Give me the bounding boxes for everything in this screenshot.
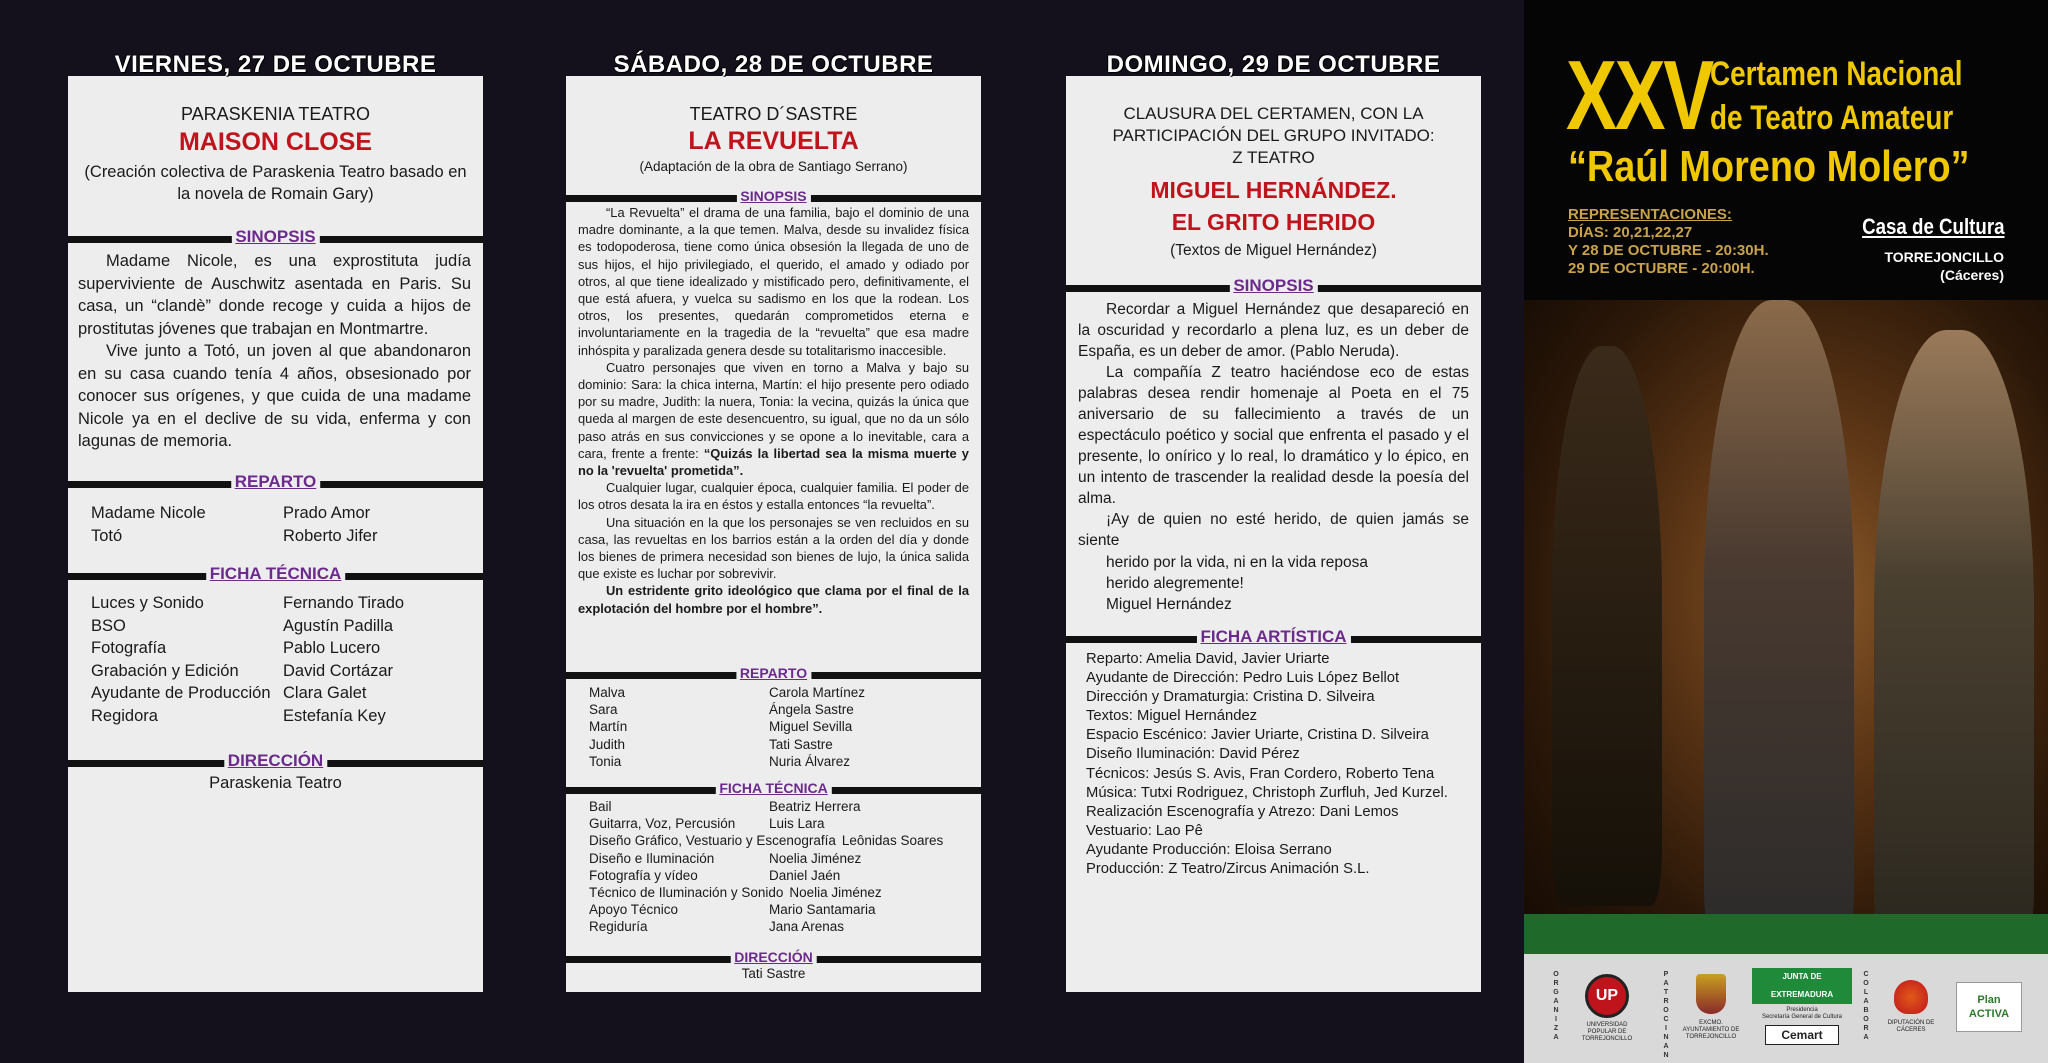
ficha-artistica-list [1086, 650, 1448, 879]
section-sinopsis: SINOPSIS [566, 189, 981, 205]
company-name: Z TEATRO [1232, 148, 1315, 167]
person-name: Mario Santamaria [769, 902, 876, 918]
person-name: Leônidas Soares [841, 833, 944, 849]
venue-name: Casa de Cultura [1861, 214, 2004, 239]
person-name: Noelia Jiménez [769, 850, 862, 866]
person-name: Miguel Sevilla [769, 719, 853, 735]
play-subtitle: (Textos de Miguel Hernández) [1170, 242, 1377, 259]
person-name: Beatriz Herrera [769, 799, 861, 814]
reparto-list [91, 502, 483, 547]
intro-line: PARTICIPACIÓN DEL GRUPO INVITADO: [1112, 126, 1435, 145]
ficha-line: Realización Escenografía y Atrezo: Dani Lemos [1086, 803, 1399, 820]
sinopsis-text: “La Revuelta” el drama de una familia, bajo el dominio de una madre dominante, a la que temen. Malva, desde su invalidez física es todopoderosa, tiene como única obsesión la llegada de uno de sus hijos, el hijo privilegiado, el querido, el amado y odiado por otros, al que tiene idealizado y mistificado pero, definitivamente, el que está afuera, y vuelca su sadismo en los que la rodean. Los otros, los presentes, quedarán comprometidos eterna e involuntariamente en la tragedia de la “revuelta” que esa madre inhóspita y paralizada genera desde su totalitarismo inaccesible. Cuatro personajes que viven en torno a Malva y bajo su dominio: Sara: la chica interna, Martín: el hijo presente pero odiado por su madre, Judith: la nuera, Tonia: la vecina, quizás la única que queda al margen de este desencuentro, su igual, que no da un sólo paso atrás en sus convicciones y se opone a lo inevitable, cara a cara, frente a frente: “Quizás la libertad sea la misma muerte y no la 'revuelta' prometida”. Cualquier lugar, cualquier época, cualquier familia. El poder de los otros desata la ira en éstos y estalla entonces “la revuelta”. Una situación en la que los personajes se ven recluidos en su casa, las revueltas en los barrios están a la orden del día y donde los bienes de primera necesidad son bienes de lujo, la única salida que existe es luchar por sobrevivir. Un estridente grito ideológico que clama por el final de la explotación del hombre por el hombre”. [578, 205, 969, 616]
section-direccion: DIRECCIÓN [566, 950, 981, 966]
role-label: Técnico de Iluminación y Sonido [589, 885, 784, 901]
organiza-label: O R G A N I Z A [1553, 971, 1559, 1041]
colabora-label: C O L A B O R A [1863, 971, 1869, 1041]
ficha-tecnica-list [91, 592, 483, 727]
ficha-row [589, 884, 943, 901]
role-label: Diseño Gráfico, Vestuario y Escenografía [589, 833, 836, 849]
section-ficha-tecnica: FICHA TÉCNICA [566, 781, 981, 797]
role-label: Madame Nicole [91, 504, 206, 522]
panel-domingo [1066, 51, 1481, 992]
role-label: Ayudante de Producción [91, 684, 271, 702]
role-label: Luces y Sonido [91, 594, 204, 612]
stage-photo [1524, 300, 2048, 954]
role-label: Martín [589, 719, 628, 735]
direccion-name: Paraskenia Teatro [209, 774, 342, 792]
role-label: Fotografía [91, 639, 167, 657]
ficha-line: Reparto: Amelia David, Javier Uriarte [1086, 651, 1330, 667]
section-ficha-artistica: FICHA ARTÍSTICA [1066, 630, 1481, 646]
role-label: Regidora [91, 706, 158, 725]
direccion-name: Tati Sastre [741, 966, 806, 981]
schedule: REPRESENTACIONES: DÍAS: 20,21,22,27 Y 28 DE OCTUBRE - 20:30H. 29 DE OCTUBRE - 20:00H. [1568, 206, 1769, 277]
ficha-row [589, 901, 943, 918]
panel-viernes [68, 51, 483, 992]
person-name: Agustín Padilla [283, 616, 394, 635]
person-name: Ángela Sastre [769, 702, 854, 718]
ficha-line: Dirección y Dramaturgia: Cristina D. Silveira [1086, 689, 1375, 706]
diputacion-logo: DIPUTACIÓN DE CÁCERES [1876, 980, 1946, 1034]
role-label: Diseño e Iluminación [589, 850, 715, 866]
sinopsis-text: Madame Nicole, es una exprostituta judía superviviente de Auschwitz asentada en Paris. Su casa, un “clandè” donde recoge y cuida a hijos de prostitutas jóvenes que trabajan en Montmartre. Vive junto a Totó, un joven al que abandonaron en su casa cuando tenía 4 años, obsesionado por conocer sus orígenes, y que cuida de una madame Nicole ya en el declive de su vida, enferma y con lagunas de memoria. [78, 252, 471, 450]
play-title: LA REVUELTA [688, 127, 859, 155]
company-name: PARASKENIA TEATRO [180, 104, 371, 124]
cover-panel [1524, 0, 2048, 1063]
role-label: Apoyo Técnico [589, 902, 679, 918]
role-label: BSO [91, 616, 126, 635]
ficha-row [589, 918, 943, 935]
patrocinan-label: P A T R O C I N A N [1663, 971, 1669, 1059]
person-name: Nuria Álvarez [769, 753, 851, 769]
section-direccion: DIRECCIÓN [68, 754, 483, 770]
section-ficha-tecnica: FICHA TÉCNICA [68, 567, 483, 583]
person-name: Pablo Lucero [283, 639, 381, 657]
reparto-list [589, 684, 969, 770]
universidad-popular-logo: UP UNIVERSIDAD POPULAR DE TORREJONCILLO [1572, 974, 1642, 1043]
section-reparto: REPARTO [566, 666, 981, 682]
ficha-row [589, 815, 943, 832]
ficha-row [589, 832, 943, 849]
person-name: Carola Martínez [769, 685, 866, 700]
ficha-row [589, 798, 943, 815]
person-name: Tati Sastre [769, 736, 833, 752]
panel-sabado [566, 51, 981, 992]
edition-numeral: XXV [1566, 40, 1712, 150]
festival-title: Certamen Nacional de Teatro Amateur [1710, 55, 1963, 137]
play-subtitle: (Adaptación de la obra de Santiago Serrano) [639, 159, 908, 174]
role-label: Regiduría [589, 919, 648, 935]
person-name: Fernando Tirado [283, 594, 405, 612]
role-label: Tonia [589, 753, 622, 769]
role-label: Guitarra, Voz, Percusión [589, 816, 736, 832]
role-label: Grabación y Edición [91, 661, 239, 680]
role-label: Sara [589, 702, 618, 718]
venue-town: TORREJONCILLO (Cáceres) [1884, 249, 2004, 283]
person-name: Estefanía Key [283, 706, 386, 725]
ficha-line: Textos: Miguel Hernández [1086, 708, 1258, 725]
role-label: Totó [91, 526, 123, 545]
section-reparto: REPARTO [68, 475, 483, 491]
sponsors-footer [1524, 954, 2048, 1063]
play-subtitle: (Creación colectiva de Paraskenia Teatro basado en [84, 163, 467, 181]
ficha-line: Técnicos: Jesús S. Avis, Fran Cordero, Roberto Tena [1086, 765, 1435, 782]
person-name: David Cortázar [283, 661, 394, 680]
ficha-line: Música: Tutxi Rodriguez, Christoph Zurfluh, Jed Kurzel. [1086, 784, 1448, 801]
person-name: Daniel Jaén [769, 867, 841, 883]
ayuntamiento-logo: EXCMO. AYUNTAMIENTO DE TORREJONCILLO [1676, 974, 1746, 1041]
person-name: Clara Galet [283, 684, 367, 702]
play-title: EL GRITO HERIDO [1171, 209, 1376, 235]
play-subtitle: la novela de Romain Gary) [177, 185, 374, 203]
role-label: Judith [589, 736, 626, 752]
person-name: Prado Amor [283, 504, 371, 522]
intro-line: CLAUSURA DEL CERTAMEN, CON LA [1123, 104, 1424, 123]
ficha-line: Diseño Iluminación: David Pérez [1086, 746, 1300, 763]
person-name: Luis Lara [769, 816, 825, 832]
day-heading: VIERNES, 27 DE OCTUBRE [68, 54, 483, 76]
ficha-line: Espacio Escénico: Javier Uriarte, Cristina D. Silveira [1086, 727, 1429, 744]
sinopsis-text: Recordar a Miguel Hernández que desapareció en la oscuridad y recordarlo a plena luz, es un deber de España, es un deber de amor. (Pablo Neruda). La compañía Z teatro haciéndose eco de estas palabras desea rendir homenaje al Poeta en el 75 aniversario de su fallecimiento a través de un espectáculo poético y social que enfrenta el pasado y el presente, lo onírico y lo real, lo dramático y lo épico, en un intento de trascender la realidad desde la poesía del alma. ¡Ay de quien no esté herido, de quien jamás se siente [1078, 301, 1469, 549]
ficha-line: Producción: Z Teatro/Zircus Animación S.L. [1086, 861, 1370, 878]
company-name: TEATRO D´SASTRE [689, 104, 858, 124]
plan-activa-logo: Plan ACTIVA [1956, 982, 2022, 1032]
festival-name: “Raúl Moreno Molero” [1568, 142, 1970, 191]
ficha-row [589, 850, 943, 867]
person-name: Roberto Jifer [283, 526, 378, 545]
section-sinopsis: SINOPSIS [1066, 279, 1481, 295]
play-title: MIGUEL HERNÁNDEZ. [1150, 177, 1397, 203]
ficha-tecnica-list [589, 798, 943, 936]
ficha-row [589, 867, 943, 884]
role-label: Bail [589, 799, 612, 814]
ficha-line: Ayudante de Dirección: Pedro Luis López Bellot [1086, 670, 1400, 687]
person-name: Noelia Jiménez [789, 885, 882, 901]
verse: herido por la vida, ni en la vida reposa herido alegremente! Miguel Hernández [1106, 554, 1368, 613]
day-heading: SÁBADO, 28 DE OCTUBRE [566, 54, 981, 76]
role-label: Fotografía y vídeo [589, 867, 698, 883]
day-heading: DOMINGO, 29 DE OCTUBRE [1066, 54, 1481, 76]
section-sinopsis: SINOPSIS [68, 230, 483, 246]
ficha-line: Ayudante Producción: Eloisa Serrano [1086, 841, 1332, 858]
person-name: Jana Arenas [769, 919, 845, 935]
play-title: MAISON CLOSE [178, 128, 373, 156]
role-label: Malva [589, 685, 626, 700]
junta-extremadura-logo: JUNTA DE EXTREMADURA Presidencia Secretaría General de Cultura Cemart [1752, 968, 1852, 1045]
ficha-line: Vestuario: Lao Pê [1086, 822, 1203, 839]
